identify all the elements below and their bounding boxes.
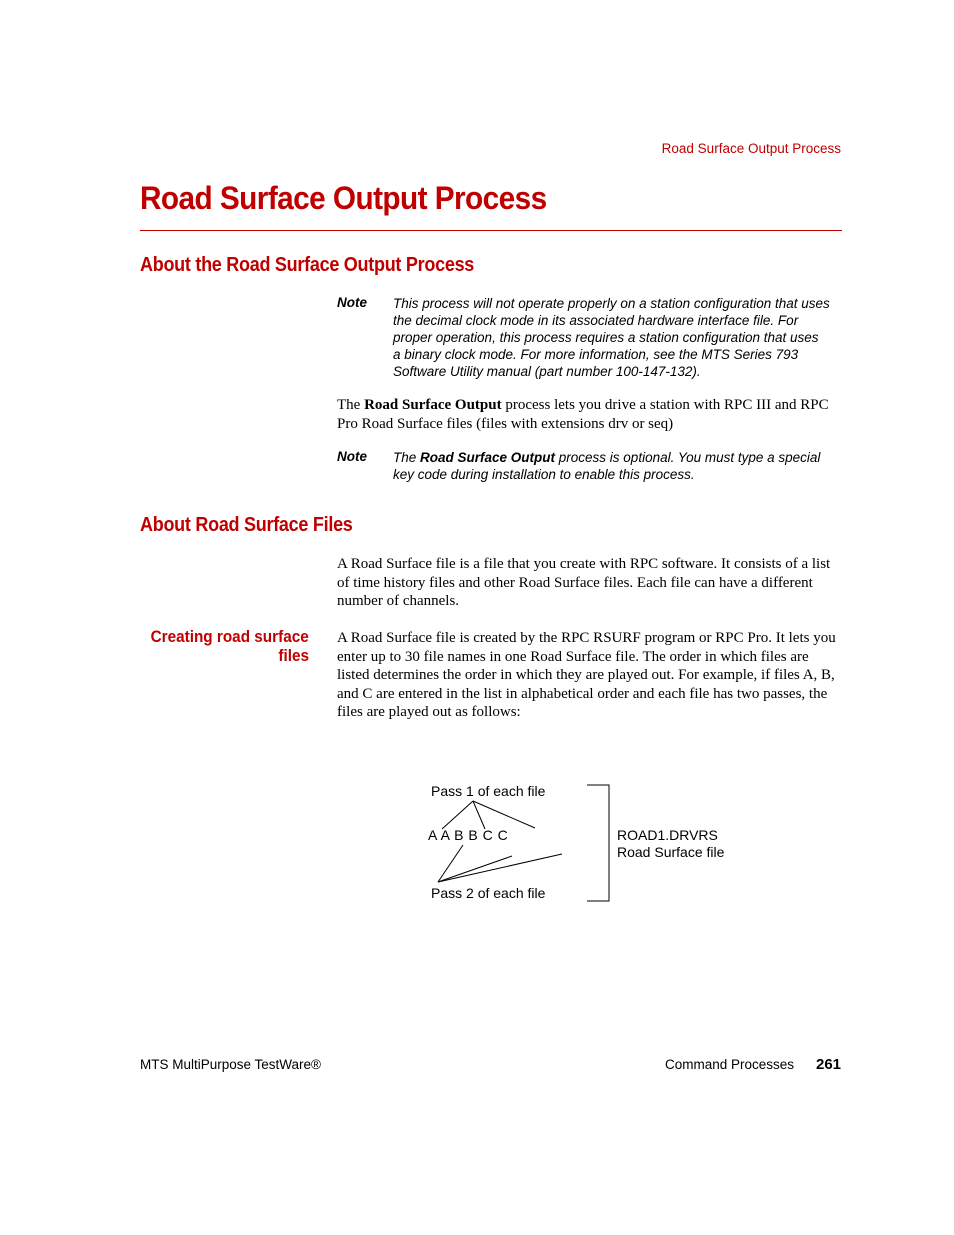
note-label: Note — [337, 449, 367, 464]
pass2-pointer-c — [438, 854, 562, 882]
note-line: proper operation, this process requires a station configuration that uses — [393, 330, 819, 345]
pass2-label: Pass 2 of each file — [431, 885, 546, 901]
note-line: This process will not operate properly on a station configuration that uses — [393, 296, 830, 311]
note-line: Software Utility manual (part number 100-147-132). — [393, 364, 701, 379]
subheading-creating-files: Creating road surface files — [150, 627, 309, 665]
pass2-pointer-b — [438, 856, 512, 882]
section-heading-road-surface-files: About Road Surface Files — [140, 514, 353, 536]
process-name: Road Surface Output — [364, 397, 502, 413]
sequence-label: A A B B C C — [428, 827, 508, 843]
chapter-title: Road Surface Output Process — [140, 180, 547, 216]
file-name-label: ROAD1.DRVRS — [617, 827, 718, 843]
pass2-pointer-a — [438, 845, 463, 882]
footer-chapter: Command Processes — [665, 1057, 795, 1072]
pass1-pointer-a — [442, 801, 473, 829]
creating-files-description: A Road Surface file is created by the RPC RSURF program or RPC Pro. It lets you enter up to 30 file names in one Road Surface file. The order in which files are listed determines the order in which they are played out. For example, if files A, B, and C are entered in the list in alphabetical order and each file has two passes, the files are played out as follows: — [337, 630, 836, 721]
footer-product: MTS MultiPurpose TestWare® — [140, 1057, 321, 1072]
note-line: the decimal clock mode in its associated hardware interface file. For — [393, 313, 799, 328]
note-body: The Road Surface Output process is optional. You must type a special key code during installation to enable this process. — [393, 450, 821, 482]
page-number: 261 — [816, 1056, 842, 1073]
file-bracket — [587, 785, 609, 901]
pass1-label: Pass 1 of each file — [431, 783, 546, 799]
process-description: The Road Surface Output process lets you drive a station with RPC III and RPC Pro Road Surface files (files with extensions drv or seq) — [337, 397, 829, 432]
running-header: Road Surface Output Process — [661, 141, 841, 156]
road-surface-description: A Road Surface file is a file that you create with RPC software. It consists of a list of time history files and other Road Surface files. Each file can have a different number of channels. — [337, 556, 831, 610]
note-line: a binary clock mode. For more information, see the MTS Series 793 — [393, 347, 799, 362]
file-desc-label: Road Surface file — [617, 844, 725, 860]
section-heading-about-process: About the Road Surface Output Process — [140, 254, 475, 276]
note-label: Note — [337, 295, 367, 310]
process-name: Road Surface Output — [420, 450, 556, 465]
